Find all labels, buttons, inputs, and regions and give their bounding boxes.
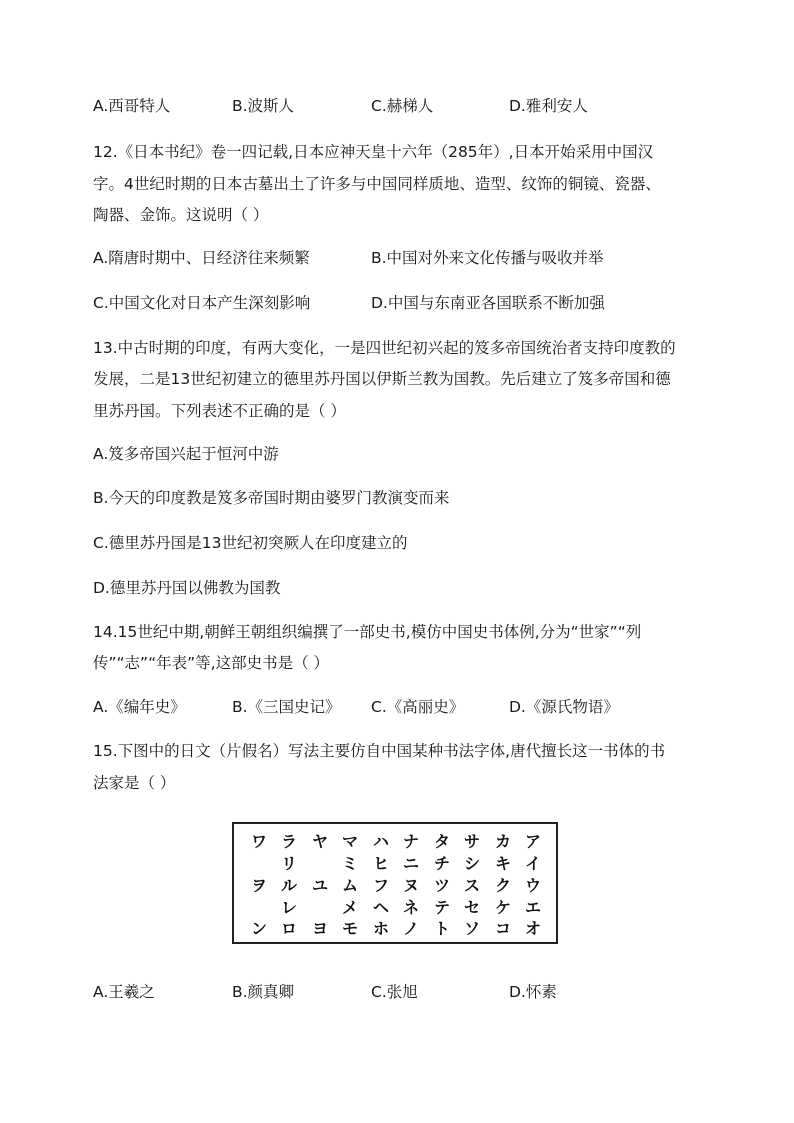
q15-option-c: C.张旭	[371, 983, 418, 1001]
kana-cell: イ	[524, 854, 541, 873]
kana-cell: ロ	[280, 919, 297, 938]
q15-stem-line-2: 法家是（ ）	[93, 774, 176, 792]
kana-cell: ケ	[494, 898, 511, 917]
q14-stem-line-1: 14.15世纪中期,朝鲜王朝组织编撰了一部史书,模仿中国史书体例,分为“世家”“列	[93, 623, 642, 641]
katakana-table	[232, 822, 558, 944]
kana-cell: ル	[280, 876, 297, 895]
kana-cell: ナ	[402, 832, 419, 851]
q14-stem-line-2: 传”“志”“年表”等,这部史书是（ ）	[93, 654, 330, 672]
kana-cell: ク	[494, 876, 511, 895]
kana-cell: ヘ	[372, 898, 389, 917]
kana-cell: ヤ	[311, 832, 328, 851]
kana-cell: ヌ	[402, 876, 419, 895]
q13-stem-line-1: 13.中古时期的印度，有两大变化，一是四世纪初兴起的笈多帝国统治者支持印度教的	[93, 339, 676, 357]
kana-cell: ハ	[372, 832, 389, 851]
kana-cell: ユ	[311, 876, 328, 895]
kana-cell: オ	[524, 919, 541, 938]
kana-cell: キ	[494, 854, 511, 873]
q15-stem-line-1: 15.下图中的日文（片假名）写法主要仿自中国某种书法字体,唐代擅长这一书体的书	[93, 742, 666, 760]
kana-cell: メ	[341, 898, 358, 917]
kana-cell: ワ	[250, 832, 267, 851]
q12-option-a: A.隋唐时期中、日经济往来频繁	[93, 249, 310, 267]
q12-stem-line-2: 字。4世纪时期的日本古墓出土了许多与中国同样质地、造型、纹饰的铜镜、瓷器、	[93, 175, 661, 193]
kana-cell: チ	[433, 854, 450, 873]
kana-cell: ツ	[433, 876, 450, 895]
q13-option-b: B.今天的印度教是笈多帝国时期由婆罗门教演变而来	[93, 489, 450, 507]
kana-cell: ヒ	[372, 854, 389, 873]
kana-cell: フ	[372, 876, 389, 895]
q14-option-c: C.《高丽史》	[371, 698, 465, 716]
kana-cell: セ	[463, 898, 480, 917]
kana-cell: シ	[463, 854, 480, 873]
kana-cell: ネ	[402, 898, 419, 917]
kana-cell: ヲ	[250, 876, 267, 895]
q12-option-c: C.中国文化对日本产生深刻影响	[93, 294, 311, 312]
kana-cell: ソ	[463, 919, 480, 938]
kana-cell: ホ	[372, 919, 389, 938]
q11-option-d: D.雅利安人	[509, 97, 588, 115]
q13-stem-line-2: 发展，二是13世纪初建立的德里苏丹国以伊斯兰教为国教。先后建立了笈多帝国和德	[93, 370, 671, 388]
kana-cell: タ	[433, 832, 450, 851]
kana-cell: テ	[433, 898, 450, 917]
q13-option-d: D.德里苏丹国以佛教为国教	[93, 579, 281, 597]
kana-cell: マ	[341, 832, 358, 851]
q15-option-b: B.颜真卿	[232, 983, 295, 1001]
q13-option-c: C.德里苏丹国是13世纪初突厥人在印度建立的	[93, 534, 408, 552]
kana-cell: ウ	[524, 876, 541, 895]
kana-cell: ミ	[341, 854, 358, 873]
kana-cell: レ	[280, 898, 297, 917]
kana-cell: ス	[463, 876, 480, 895]
kana-cell: モ	[341, 919, 358, 938]
q11-option-b: B.波斯人	[232, 97, 295, 115]
q13-stem-line-3: 里苏丹国。下列表述不正确的是（ ）	[93, 402, 346, 420]
q12-option-d: D.中国与东南亚各国联系不断加强	[371, 294, 605, 312]
kana-cell: ン	[250, 919, 267, 938]
kana-cell: カ	[494, 832, 511, 851]
q14-option-d: D.《源氏物语》	[509, 698, 619, 716]
kana-cell: ヨ	[311, 919, 328, 938]
q12-option-b: B.中国对外来文化传播与吸收并举	[371, 249, 604, 267]
q13-option-a: A.笈多帝国兴起于恒河中游	[93, 445, 279, 463]
kana-cell: エ	[524, 898, 541, 917]
kana-cell: サ	[463, 832, 480, 851]
kana-cell: ト	[433, 919, 450, 938]
q12-stem-line-3: 陶器、金饰。这说明（ ）	[93, 206, 269, 224]
q11-option-a: A.西哥特人	[93, 97, 171, 115]
kana-cell: ニ	[402, 854, 419, 873]
kana-cell: コ	[494, 919, 511, 938]
kana-cell: ノ	[402, 919, 419, 938]
q14-option-a: A.《编年史》	[93, 698, 186, 716]
kana-cell: リ	[280, 854, 297, 873]
kana-cell: ラ	[280, 832, 297, 851]
kana-cell: ア	[524, 832, 541, 851]
q15-option-d: D.怀素	[509, 983, 557, 1001]
q14-option-b: B.《三国史记》	[232, 698, 341, 716]
q15-option-a: A.王羲之	[93, 983, 155, 1001]
q12-stem-line-1: 12.《日本书纪》卷一四记载,日本应神天皇十六年（285年）,日本开始采用中国汉	[93, 143, 654, 161]
kana-cell: ム	[341, 876, 358, 895]
q11-option-c: C.赫梯人	[371, 97, 434, 115]
